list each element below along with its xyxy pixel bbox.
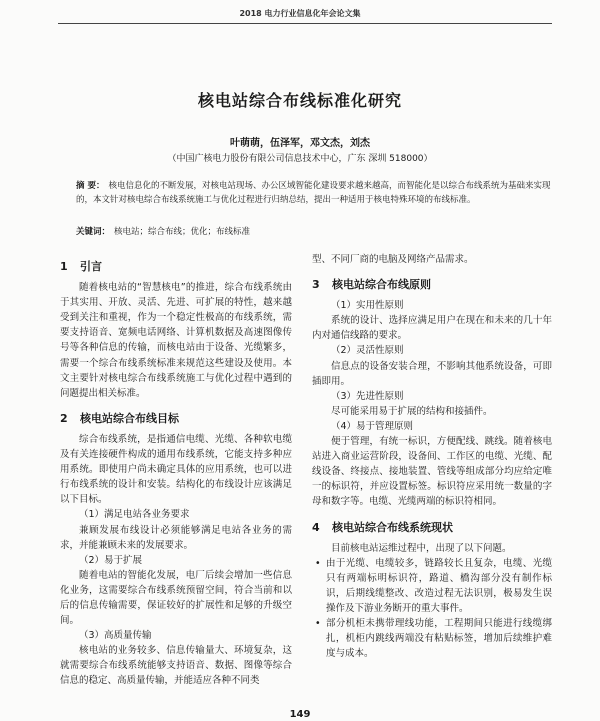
paragraph: 随着电站的智能化发展，电厂后续会增加一些信息化业务，这需要综合布线系统预留空间，符合当前和以后的信息传输需要，保证较好的扩展性和足够的升级空间。 — [60, 569, 292, 627]
running-head: 2018 电力行业信息化年会论文集 — [239, 9, 361, 18]
paper-title: 核电站综合布线标准化研究 — [197, 91, 402, 110]
keywords-text: 核电站；综合布线；优化；布线标准 — [114, 227, 251, 237]
paragraph: 随着核电站的“智慧核电”的推进，综合布线系统由于其实用、开放、灵活、先进、可扩展的特性，越来越受到关注和重视，作为一个稳定性极高的布线系统，需要支持语音、宽频电话网络、计算机数据及高速图像传号等各种信息的传输，而核电站由于设备、光缆繁多，需要一个综合布线系统标准来规范这些建设及使用。本文主要针对核电综合布线系统施工与优化过程中遇到的问题提出相关标准。 — [60, 282, 292, 399]
paragraph: 尽可能采用易于扩展的结构和接插件。 — [331, 405, 493, 417]
subheading: （2）灵活性原则 — [331, 345, 404, 357]
authors: 叶萌萌，伍泽军，邓文杰，刘杰 — [230, 138, 370, 149]
paragraph: 核电站的业务较多、信息传输量大、环境复杂，这就需要综合布线系统能够支持语音、数据、图像等综合信息的稳定、高质量传输，并能适应各种不同类 — [60, 645, 292, 687]
page-number: 149 — [289, 709, 311, 720]
right-column — [312, 252, 552, 661]
abstract — [76, 179, 556, 207]
subheading: （2）易于扩展 — [79, 554, 143, 566]
section-heading: 1 引言 — [60, 260, 102, 273]
abstract-label: 摘 要： — [76, 181, 105, 191]
keywords — [76, 225, 556, 237]
paragraph: 便于管理，有统一标识，方便配线、跳线。随着核电站进入商业运营阶段，设备间、工作区的电缆、光缆、配线设备、终接点、接地装置、管线等组成部分均应给定唯一的标识符，并应设置标签。标识符应采用统一数量的字母和数字等。电缆、光缆两端的标识符相同。 — [312, 436, 552, 508]
section-heading: 2 核电站综合布线目标 — [60, 411, 179, 425]
subheading: （1）实用性原则 — [331, 300, 404, 312]
subheading: （4）易于管理原则 — [331, 420, 414, 432]
bullet-list — [312, 556, 552, 662]
paragraph: 信息点的设备安装合理，不影响其他系统设备，可即插即用。 — [312, 360, 552, 387]
header-rule — [58, 23, 552, 24]
affiliation: （中国广核电力股份有限公司信息技术中心，广东 深圳 518000） — [167, 154, 433, 164]
paragraph: 系统的设计、选择应满足用户在现在和未来的几十年内对通信线路的要求。 — [312, 315, 552, 342]
subheading: （3）高质量传输 — [79, 630, 152, 642]
section-heading: 4 核电站综合布线系统现状 — [312, 520, 453, 534]
list-item: • 部分机柜未携带理线功能，工程期间只能进行线缆绑扎，机柜内跳线两端没有粘贴标签，增加后续维护难度与成本。 — [312, 616, 552, 661]
paragraph: 兼顾发展布线设计必须能够满足电站各业务的需求，并能兼顾未来的发展要求。 — [60, 524, 292, 551]
paragraph-continuation: 型、不同厂商的电脑及网络产品需求。 — [312, 254, 474, 265]
keywords-label: 关键词： — [76, 227, 111, 237]
subheading: （3）先进性原则 — [331, 390, 404, 402]
abstract-text: 核电信息化的不断发展，对核电站现场、办公区域智能化建设要求越来越高，而智能化是以综合布线系统为基础来实现的，本文针对核电综合布线系统施工与优化过程进行归纳总结，提出一种适用于核电特殊环境的布线标准。 — [76, 181, 551, 205]
list-item: • 由于光缆、电缆较多，链路较长且复杂，电缆、光缆只有两端标明标识符，路道、橋沟部分没有制作标识，后期线缆整改、改造过程无法识别，极易发生误操作及下游业务断开的重大事件。 — [312, 556, 552, 616]
subheading: （1）满足电站各业务要求 — [79, 509, 190, 521]
section-heading: 3 核电站综合布线原则 — [312, 278, 431, 292]
paragraph: 目前核电站运维过程中，出现了以下问题。 — [331, 542, 512, 554]
paragraph: 综合布线系统，是指通信电缆、光缆、各种软电缆及有关连接硬件构成的通用布线系统，它能支持多种应用系统。即使用户尚未确定具体的应用系统，也可以进行布线系统的设计和安装。结构化的布线设计应该满足以下目标。 — [60, 433, 292, 506]
left-column — [60, 249, 292, 689]
